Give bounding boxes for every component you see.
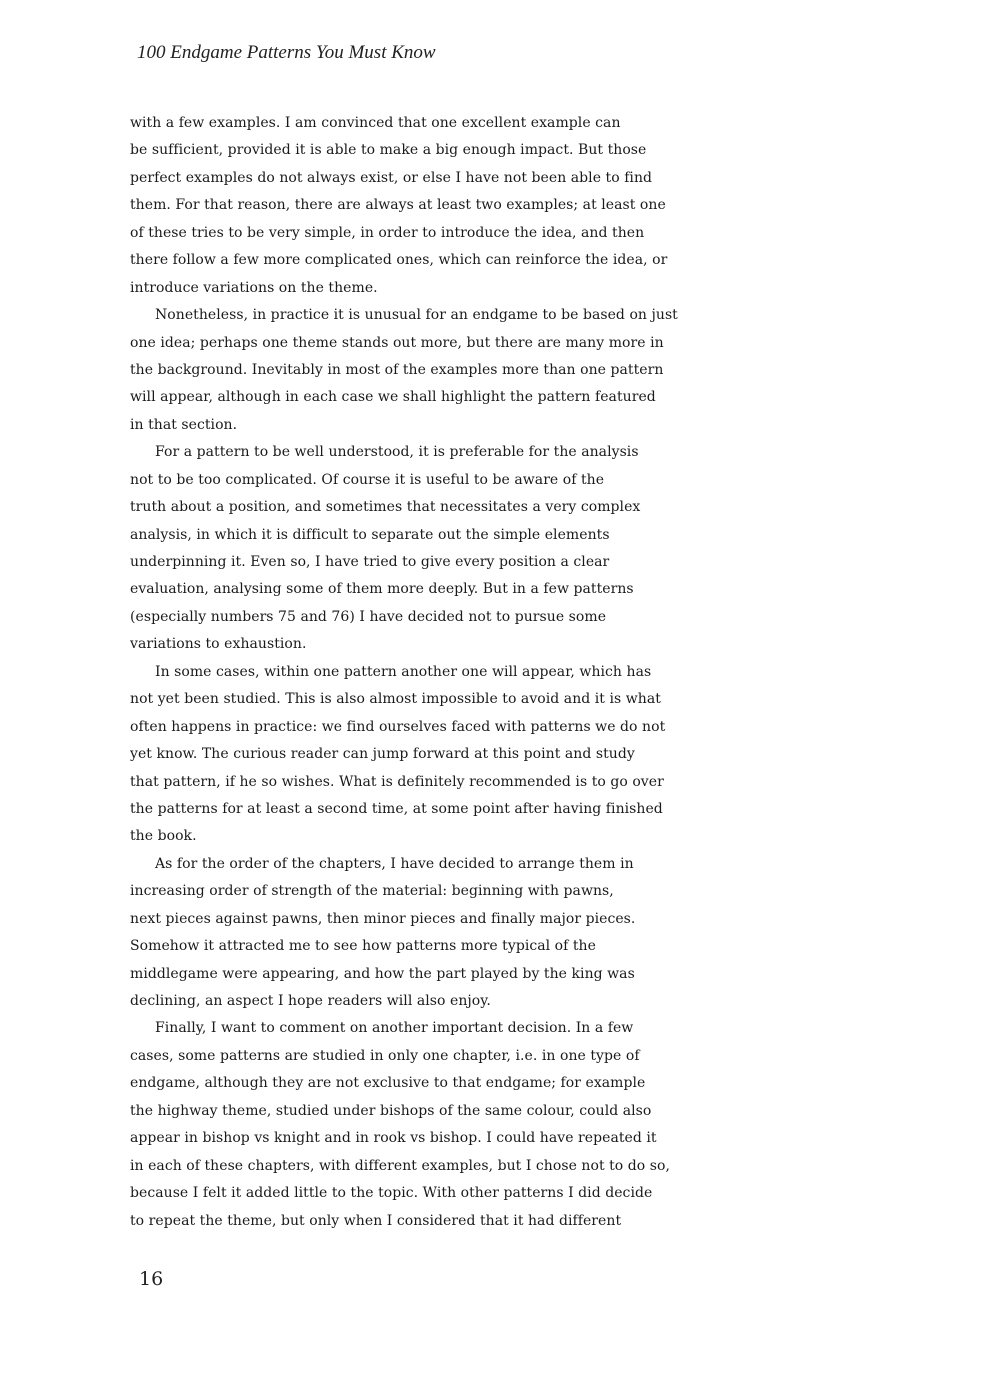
text-line: in each of these chapters, with different examples, but I chose not to do so, — [130, 1157, 670, 1174]
text-line: Somehow it attracted me to see how patterns more typical of the — [130, 938, 596, 955]
text-line: to repeat the theme, but only when I considered that it had different — [130, 1212, 622, 1229]
text-line: underpinning it. Even so, I have tried to give every position a clear — [130, 554, 610, 570]
paragraph-first-line: In some cases, within one pattern another one will appear, which has — [155, 663, 652, 680]
running-header: 100 Endgame Patterns You Must Know — [137, 42, 436, 63]
text-line: endgame, although they are not exclusive to that endgame; for example — [130, 1075, 646, 1092]
paragraph-first-line: As for the order of the chapters, I have decided to arrange them in — [155, 855, 634, 872]
text-line: the patterns for at least a second time, at some point after having finished — [130, 800, 663, 817]
text-line: not to be too complicated. Of course it is useful to be aware of the — [130, 471, 605, 488]
body-text — [130, 110, 890, 1235]
text-line: truth about a position, and sometimes that necessitates a very complex — [130, 499, 641, 516]
text-line: analysis, in which it is difficult to separate out the simple elements — [130, 526, 610, 543]
text-line: one idea; perhaps one theme stands out more, but there are many more in — [130, 334, 664, 351]
text-line: evaluation, analysing some of them more deeply. But in a few patterns — [130, 581, 634, 598]
text-line: will appear, although in each case we shall highlight the pattern featured — [130, 389, 656, 406]
paragraph-first-line: For a pattern to be well understood, it is preferable for the analysis — [155, 444, 639, 461]
text-line: in that section. — [130, 416, 238, 433]
text-line: that pattern, if he so wishes. What is definitely recommended is to go over — [130, 773, 664, 790]
text-line: them. For that reason, there are always at least two examples; at least one — [130, 197, 666, 214]
paragraph-first-line: Finally, I want to comment on another important decision. In a few — [155, 1020, 634, 1037]
text-line: of these tries to be very simple, in order to introduce the idea, and then — [130, 224, 645, 241]
text-line: declining, an aspect I hope readers will also enjoy. — [130, 993, 491, 1009]
text-line: appear in bishop vs knight and in rook vs bishop. I could have repeated it — [130, 1130, 657, 1147]
page-number: 16 — [139, 1268, 164, 1290]
text-line: not yet been studied. This is also almost impossible to avoid and it is what — [130, 691, 661, 708]
text-line: there follow a few more complicated ones, which can reinforce the idea, or — [130, 252, 668, 269]
text-line: increasing order of strength of the material: beginning with pawns, — [130, 883, 614, 900]
text-line: middlegame were appearing, and how the part played by the king was — [130, 965, 635, 982]
paragraph-first-line: Nonetheless, in practice it is unusual for an endgame to be based on just — [155, 307, 678, 324]
text-line: the highway theme, studied under bishops of the same colour, could also — [130, 1102, 652, 1119]
text-line: perfect examples do not always exist, or else I have not been able to find — [130, 169, 653, 186]
text-line: with a few examples. I am convinced that one excellent example can — [130, 115, 621, 131]
text-line: next pieces against pawns, then minor pieces and finally major pieces. — [130, 910, 636, 927]
text-line: variations to exhaustion. — [130, 636, 307, 653]
text-line: introduce variations on the theme. — [130, 279, 378, 296]
text-line: the book. — [130, 828, 197, 845]
text-line: yet know. The curious reader can jump forward at this point and study — [130, 746, 635, 763]
text-line: often happens in practice: we find ourselves faced with patterns we do not — [130, 718, 666, 735]
text-line: because I felt it added little to the topic. With other patterns I did decide — [130, 1185, 653, 1202]
text-line: be sufficient, provided it is able to make a big enough impact. But those — [130, 142, 647, 159]
text-line: the background. Inevitably in most of the examples more than one pattern — [130, 361, 664, 378]
text-line: cases, some patterns are studied in only one chapter, i.e. in one type of — [130, 1047, 640, 1064]
text-line: (especially numbers 75 and 76) I have decided not to pursue some — [130, 608, 607, 625]
